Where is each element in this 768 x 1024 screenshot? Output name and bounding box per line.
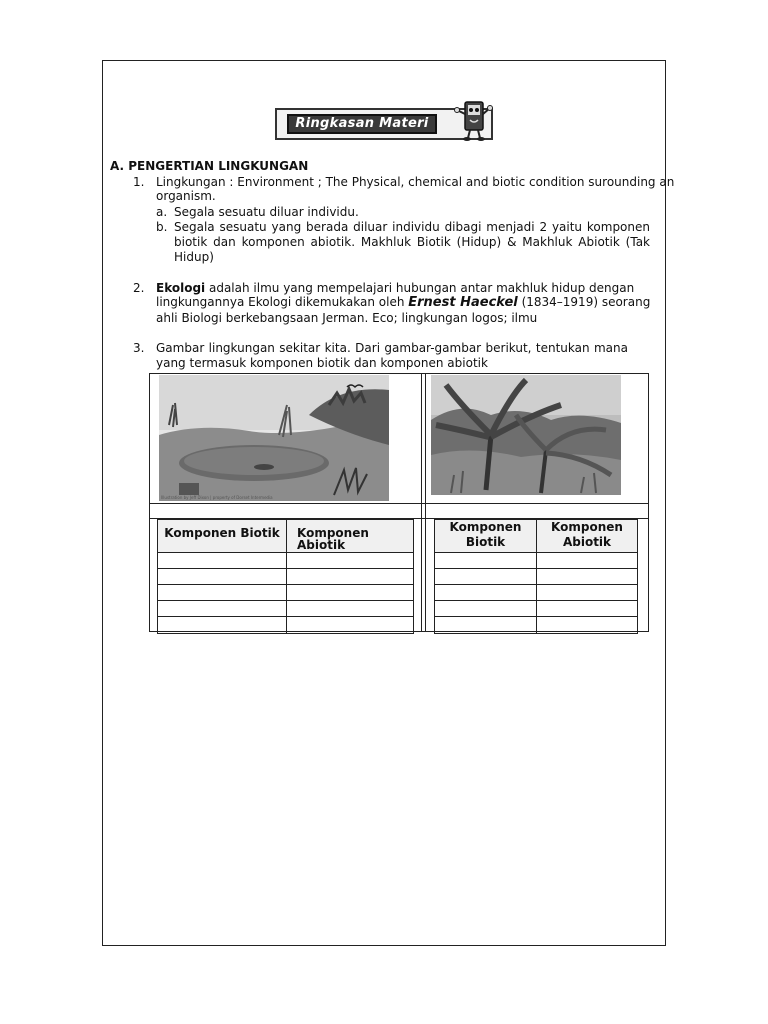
item2-line2-pre: lingkungannya Ekologi dikemukakan oleh xyxy=(156,295,409,309)
left-cell[interactable] xyxy=(287,617,414,634)
item3-line1: Gambar lingkungan sekitar kita. Dari gambar-gambar berikut, tentukan mana xyxy=(156,341,628,355)
left-cell[interactable] xyxy=(158,601,287,617)
banana-plants-photo xyxy=(431,375,621,495)
item2-line2 xyxy=(156,295,650,310)
item1b-line1: Segala sesuatu yang berada diluar individu dibagi menjadi 2 yaitu komponen xyxy=(174,220,650,234)
left-cell[interactable] xyxy=(287,585,414,601)
banner-title: Ringkasan Materi xyxy=(287,114,437,134)
left-cell[interactable] xyxy=(158,617,287,634)
left-cell[interactable] xyxy=(158,585,287,601)
right-header-abiotik xyxy=(537,520,638,553)
right-header-abiotik-line1: Komponen xyxy=(551,520,623,534)
right-cell[interactable] xyxy=(537,585,638,601)
right-cell[interactable] xyxy=(435,569,537,585)
left-header-biotik: Komponen Biotik xyxy=(158,520,287,553)
right-header-biotik-line1: Komponen xyxy=(449,520,522,534)
left-cell[interactable] xyxy=(158,553,287,569)
book-mascot-icon xyxy=(453,100,493,142)
item1b-line2: biotik dan komponen abiotik. Makhluk Biotik (Hidup) & Makhluk Abiotik (Tak xyxy=(174,235,650,249)
pond-image-caption: Illustration by Jeff Dixon | property of Dorset Intermedia xyxy=(161,495,273,500)
left-header-abiotik xyxy=(287,520,414,553)
item1a-text: Segala sesuatu diluar individu. xyxy=(174,205,359,219)
ernest-haeckel-name: Ernest Haeckel xyxy=(408,295,518,310)
left-answer-table xyxy=(157,519,414,634)
item1-line1: Lingkungan : Environment ; The Physical, chemical and biotic condition surounding an xyxy=(156,175,675,189)
right-cell[interactable] xyxy=(435,553,537,569)
ekologi-term: Ekologi xyxy=(156,281,206,295)
right-cell[interactable] xyxy=(537,601,638,617)
right-cell[interactable] xyxy=(435,617,537,634)
item1a-label: a. xyxy=(156,205,168,219)
item2-line1 xyxy=(156,281,634,296)
left-cell[interactable] xyxy=(287,569,414,585)
right-cell[interactable] xyxy=(537,569,638,585)
ringkasan-materi-banner xyxy=(275,104,495,142)
item1b-label: b. xyxy=(156,220,168,234)
left-header-abiotik-line2: Abiotik xyxy=(297,538,346,552)
item1b-line3: Hidup) xyxy=(174,250,214,264)
right-cell[interactable] xyxy=(537,617,638,634)
left-header-abiotik-line1: Komponen xyxy=(297,526,369,540)
item2-line2-post: (1834–1919) seorang xyxy=(517,295,651,309)
right-cell[interactable] xyxy=(435,585,537,601)
right-answer-table xyxy=(434,519,638,634)
left-cell[interactable] xyxy=(287,601,414,617)
item1-number: 1. xyxy=(133,175,145,189)
right-cell[interactable] xyxy=(537,553,638,569)
right-header-biotik-line2: Biotik xyxy=(465,535,506,549)
right-header-biotik xyxy=(435,520,537,553)
left-cell[interactable] xyxy=(158,569,287,585)
left-cell[interactable] xyxy=(287,553,414,569)
table-row-divider xyxy=(149,503,649,504)
pond-ecosystem-image xyxy=(159,375,389,501)
item3-line2: yang termasuk komponen biotik dan komponen abiotik xyxy=(156,356,488,370)
right-cell[interactable] xyxy=(435,601,537,617)
item2-number: 2. xyxy=(133,281,145,295)
item2-line1-rest: adalah ilmu yang mempelajari hubungan antar makhluk hidup dengan xyxy=(205,281,635,295)
item1-line2: organism. xyxy=(156,189,216,203)
item3-number: 3. xyxy=(133,341,145,355)
item2-line3: ahli Biologi berkebangsaan Jerman. Eco; lingkungan logos; ilmu xyxy=(156,311,538,325)
right-header-abiotik-line2: Abiotik xyxy=(562,535,612,549)
section-heading: A. PENGERTIAN LINGKUNGAN xyxy=(110,159,309,173)
